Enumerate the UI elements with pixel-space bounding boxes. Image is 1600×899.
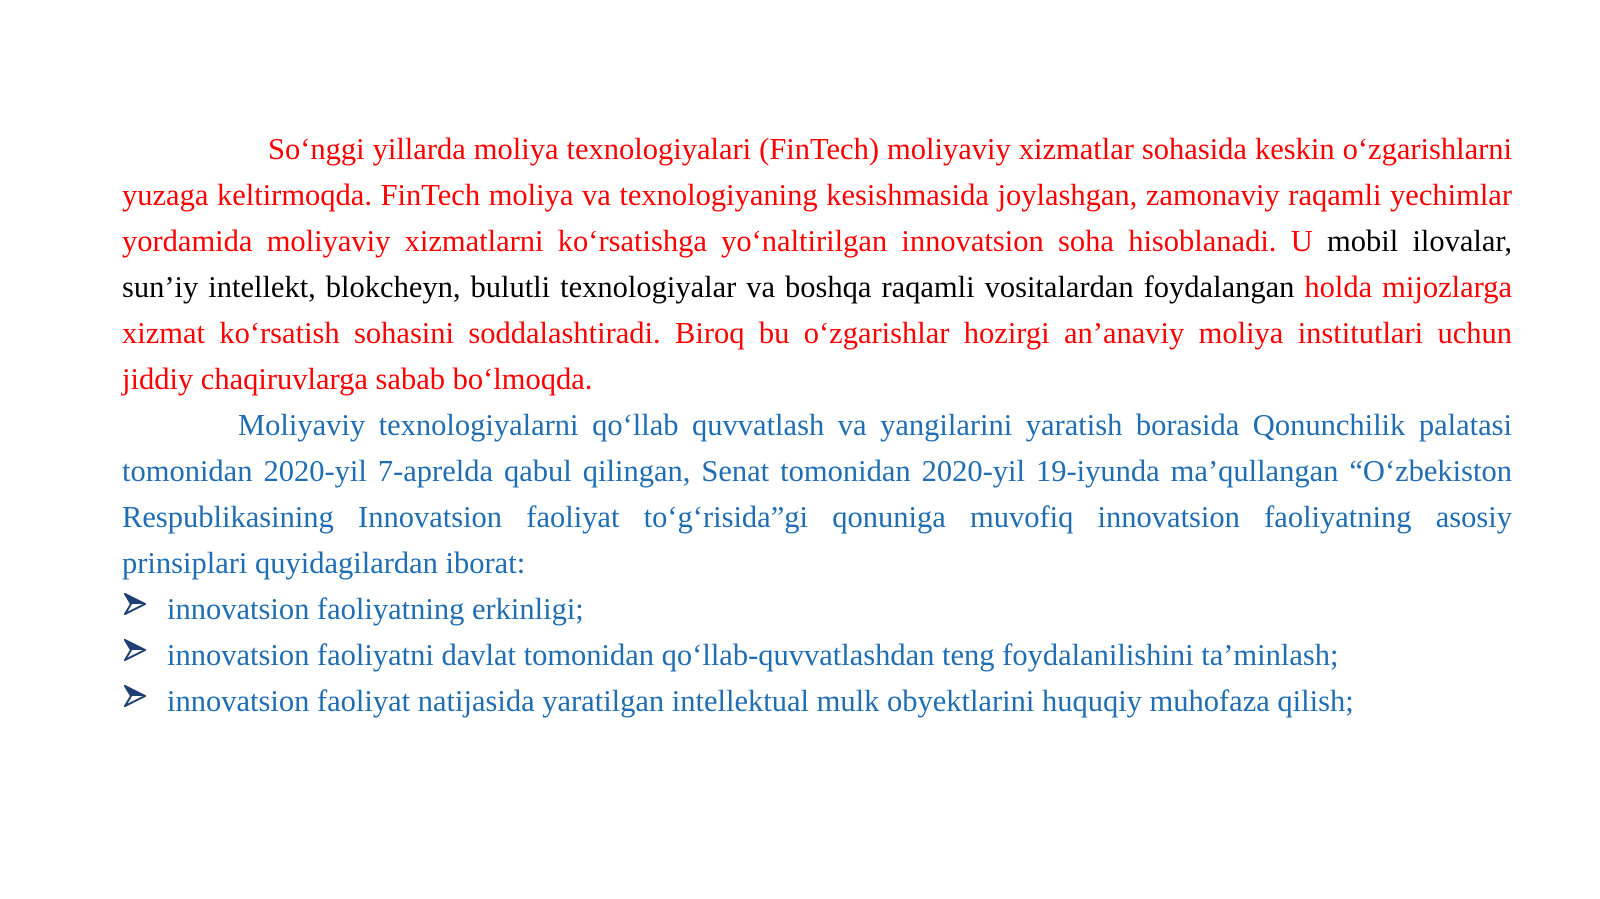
bullet-text: innovatsion faoliyat natijasida yaratilgan intellektual mulk obyektlarini huquqiy muhofaza qilish; xyxy=(167,684,1354,718)
arrowhead-bullet-icon xyxy=(122,681,167,711)
bullet-text: innovatsion faoliyatni davlat tomonidan qo‘llab-quvvatlashdan teng foydalanilishini ta’minlash; xyxy=(167,638,1339,672)
list-item xyxy=(122,632,1512,678)
bullet-text: innovatsion faoliyatning erkinligi; xyxy=(167,592,584,626)
principles-bullet-list xyxy=(122,586,1512,724)
list-item xyxy=(122,586,1512,632)
arrowhead-bullet-icon xyxy=(122,589,167,619)
document-text-block xyxy=(122,126,1512,724)
arrowhead-bullet-icon xyxy=(122,635,167,665)
paragraph-1-segment-red-a: So‘nggi yillarda moliya texnologiyalari (FinTech) moliyaviy xizmatlar sohasida keskin o‘zgarishlarni yuzaga keltirmoqda. FinTech moliya va texnologiyaning kesishmasida joylashgan, zamonaviy raqamli yechimlar yordamida moliyaviy xizmatlarni ko‘rsatishga yo‘naltirilgan innovatsion soha hisoblanadi. U xyxy=(122,132,1512,258)
list-item xyxy=(122,678,1512,724)
paragraph-fintech-intro xyxy=(122,126,1512,402)
paragraph-1-segment-red-b: holda mijozlarga xizmat ko‘rsatish sohasini soddalashtiradi. Biroq bu o‘zgarishlar hozirgi an’anaviy moliya institutlari uchun jiddiy chaqiruvlarga sabab bo‘lmoqda. xyxy=(122,270,1513,396)
paragraph-innovation-law: Moliyaviy texnologiyalarni qo‘llab quvvatlash va yangilarini yaratish borasida Qonunchilik palatasi tomonidan 2020-yil 7-aprelda qabul qilingan, Senat tomonidan 2020-yil 19-iyunda ma’qullangan “O‘zbekiston Respublikasining Innovatsion faoliyat to‘g‘risida”gi qonuniga muvofiq innovatsion faoliyatning asosiy prinsiplari quyidagilardan iborat: xyxy=(122,408,1512,580)
paragraph-1-segment-black: mobil ilovalar, sun’iy intellekt, blokcheyn, bulutli texnologiyalar va boshqa raqamli vositalardan foydalangan xyxy=(122,224,1512,304)
